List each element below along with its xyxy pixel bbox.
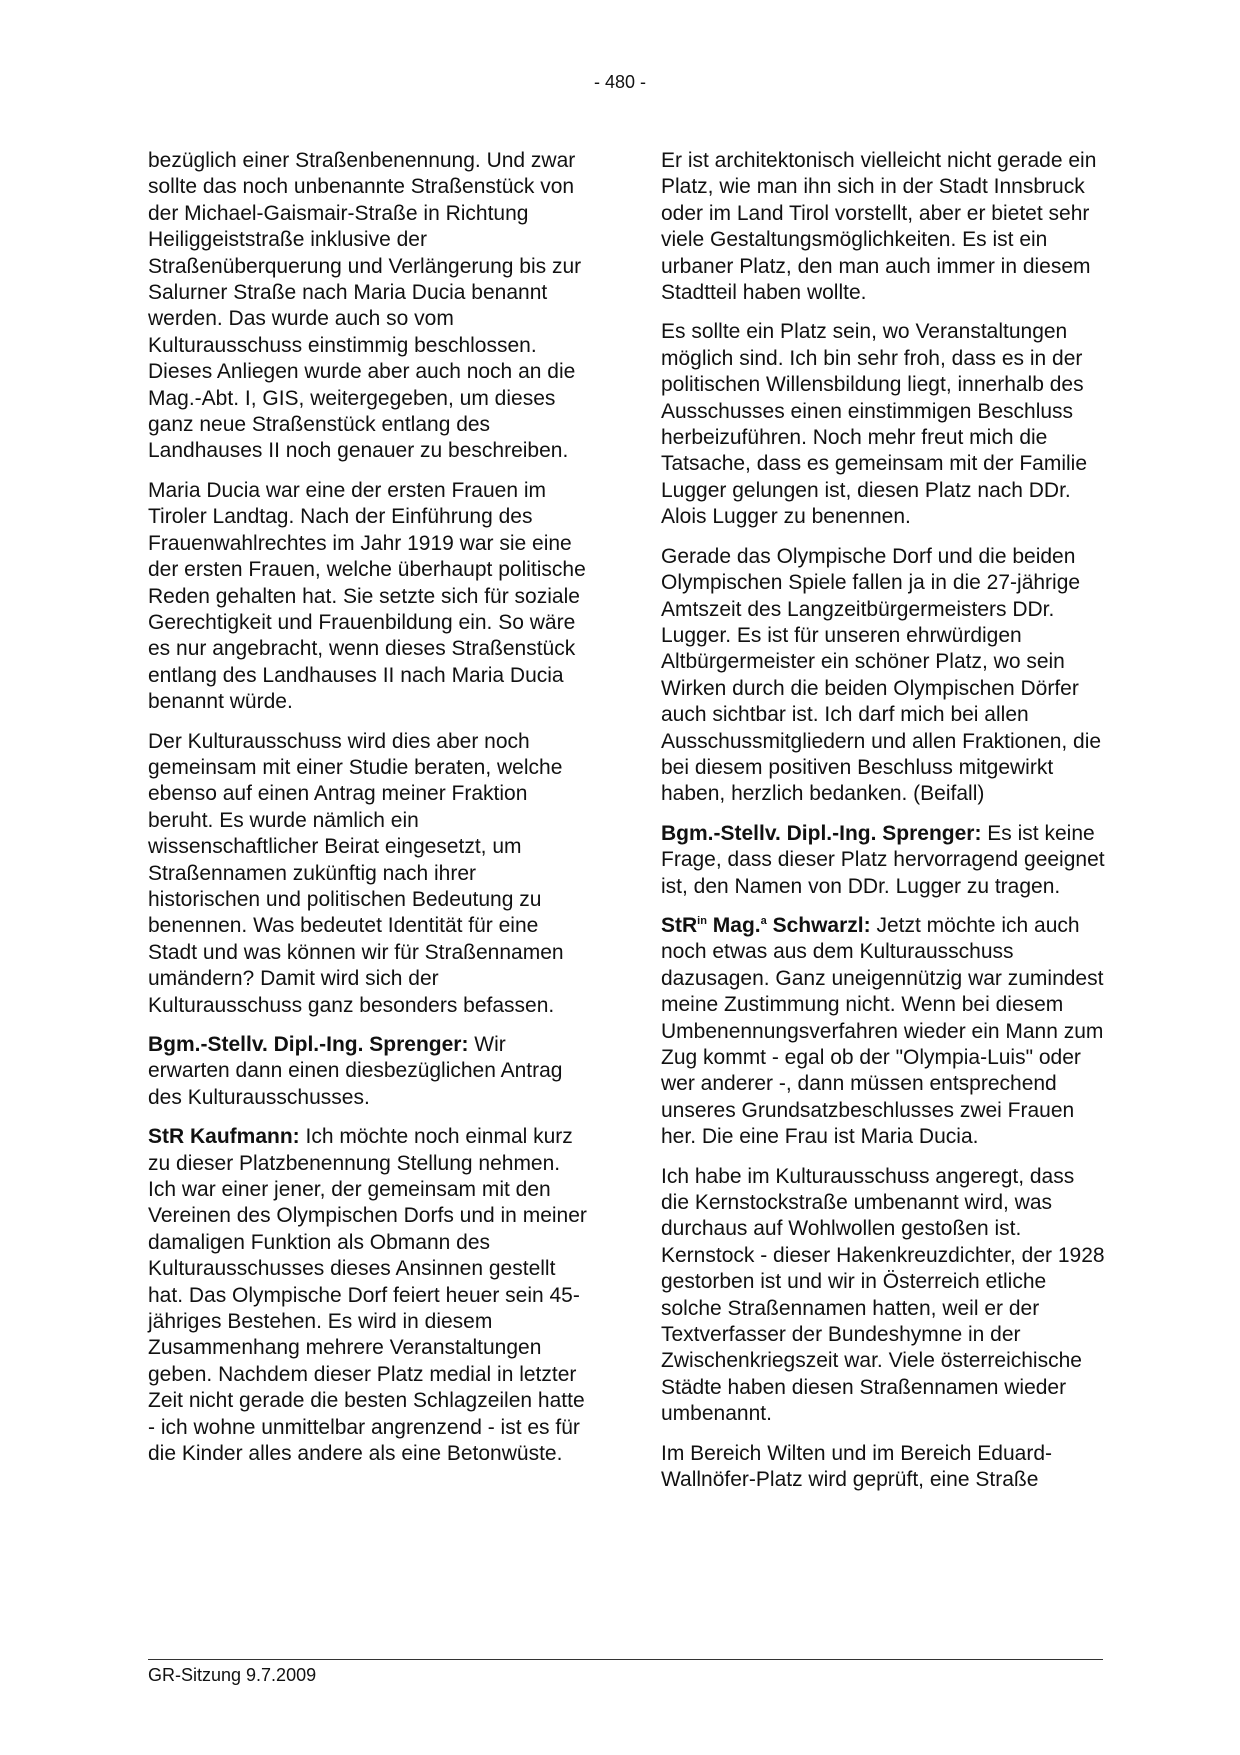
paragraph: Es sollte ein Platz sein, wo Veranstaltungen möglich sind. Ich bin sehr froh, dass es in der politischen Willensbildung liegt, innerhalb des Ausschusses einen einstimmigen Beschluss herbeizuführen. Noch mehr freut mich die Tatsache, dass es gemeinsam mit der Familie Lugger gelungen ist, diesen Platz nach DDr. Alois Lugger zu benennen.	[661, 320, 1087, 529]
footer-session-date: GR-Sitzung 9.7.2009	[148, 1665, 317, 1685]
speaker-surname: Schwarzl:	[766, 913, 871, 937]
paragraph: Gerade das Olympische Dorf und die beiden Olympischen Spiele fallen ja in die 27-jährige Amtszeit des Langzeitbürgermeisters DDr. Lugger. Es ist für unseren ehrwürdigen Altbürgermeister ein schöner Platz, wo sein Wirken durch die beiden Olympischen Dörfer auch sichtbar ist. Ich darf mich bei allen Ausschussmitgliedern und allen Fraktionen, die bei diesem positiven Beschluss mitgewirkt haben, herzlich bedanken. (Beifall)	[661, 544, 1102, 806]
footer-divider	[148, 1659, 1103, 1660]
speech-text: Jetzt möchte ich auch noch etwas aus dem Kulturausschuss dazusagen. Ganz uneigennützig war zumindest meine Zustimmung nicht. Wenn bei diesem Umbenennungsverfahren wieder ein Mann zum Zug kommt - egal ob der "Olympia-Luis" oder wer anderer -, dann müssen entsprechend unseres Grundsatzbeschlusses zwei Frauen her. Die eine Frau ist Maria Ducia.	[661, 913, 1104, 1149]
paragraph: Er ist architektonisch vielleicht nicht gerade ein Platz, wie man ihn sich in der Stadt Innsbruck oder im Land Tirol vorstellt, aber er bietet sehr viele Gestaltungsmöglichkeiten. Es ist ein urbaner Platz, den man auch immer in diesem Stadtteil haben wollte.	[661, 149, 1097, 305]
speech-paragraph	[661, 913, 1106, 1151]
speaker-name	[661, 914, 871, 937]
paragraph: Ich habe im Kulturausschuss angeregt, dass die Kernstockstraße umbenannt wird, was durchaus auf Wohlwollen gestoßen ist. Kernstock - dieser Hakenkreuzdichter, der 1928 gestorben ist und wir in Österreich etliche solche Straßennamen hatten, weil er der Textverfasser der Bundeshymne in der Zwischenkriegszeit war. Viele österreichische Städte haben diesen Straßennamen wieder umbenannt.	[661, 1164, 1105, 1426]
right-column	[661, 148, 1106, 1507]
speaker-degree-suffix: a	[760, 914, 767, 927]
page-number: - 480 -	[593, 72, 647, 92]
speaker-title: StR	[661, 913, 698, 937]
speaker-name: StR Kaufmann:	[148, 1125, 300, 1149]
left-column	[148, 148, 593, 1481]
paragraph: Im Bereich Wilten und im Bereich Eduard-Wallnöfer-Platz wird geprüft, eine Straße	[661, 1441, 1052, 1492]
paragraph: bezüglich einer Straßenbenennung. Und zwar sollte das noch unbenannte Straßenstück von der Michael-Gaismair-Straße in Richtung Heiliggeiststraße inklusive der Straßenüberquerung und Verlängerung bis zur Salurner Straße nach Maria Ducia benannt werden. Das wurde auch so vom Kulturausschuss einstimmig beschlossen. Dieses Anliegen wurde aber auch noch an die Mag.-Abt. I, GIS, weitergegeben, um dieses ganz neue Straßenstück entlang des Landhauses II noch genauer zu beschreiben.	[148, 149, 582, 463]
paragraph: Maria Ducia war eine der ersten Frauen im Tiroler Landtag. Nach der Einführung des Frauenwahlrechtes im Jahr 1919 war sie eine der ersten Frauen, welche überhaupt politische Reden gehalten hat. Sie setzte sich für soziale Gerechtigkeit und Frauenbildung ein. So wäre es nur angebracht, wenn dieses Straßenstück entlang des Landhauses II nach Maria Ducia benannt würde.	[148, 478, 586, 714]
speaker-title-suffix: in	[697, 914, 707, 927]
speech-paragraph	[148, 1032, 593, 1111]
speaker-degree: Mag.	[706, 913, 761, 937]
speech-text: Es ist keine Frage, dass dieser Platz hervorragend geeignet ist, den Namen von DDr. Lugger zu tragen.	[661, 821, 1105, 898]
speaker-name: Bgm.-Stellv. Dipl.-Ing. Sprenger:	[148, 1033, 469, 1056]
speech-text: Ich möchte noch einmal kurz zu dieser Platzbenennung Stellung nehmen. Ich war einer jener, der gemeinsam mit den Vereinen des Olympischen Dorfs und in meiner damaligen Funktion als Obmann des Kulturausschusses dieses Ansinnen gestellt hat. Das Olympische Dorf feiert heuer sein 45-jähriges Bestehen. Es wird in diesem Zusammenhang mehrere Veranstaltungen geben. Nachdem dieser Platz medial in letzter Zeit nicht gerade die besten Schlagzeilen hatte - ich wohne unmittelbar angrenzend - ist es für die Kinder alles andere als eine Betonwüste.	[148, 1125, 587, 1466]
speaker-name: Bgm.-Stellv. Dipl.-Ing. Sprenger:	[661, 821, 982, 845]
speech-text: Wir erwarten dann einen diesbezüglichen Antrag des Kulturausschusses.	[148, 1033, 563, 1109]
speech-paragraph	[661, 821, 1106, 900]
speech-paragraph	[148, 1124, 593, 1467]
paragraph: Der Kulturausschuss wird dies aber noch gemeinsam mit einer Studie beraten, welche ebenso auf einen Antrag meiner Fraktion beruht. Es wurde nämlich ein wissenschaftlicher Beirat eingesetzt, um Straßennamen zukünftig nach ihrer historischen und politischen Bedeutung zu benennen. Was bedeutet Identität für eine Stadt und was können wir für Straßennamen umändern? Damit wird sich der Kulturausschuss ganz besonders befassen.	[148, 729, 564, 1017]
